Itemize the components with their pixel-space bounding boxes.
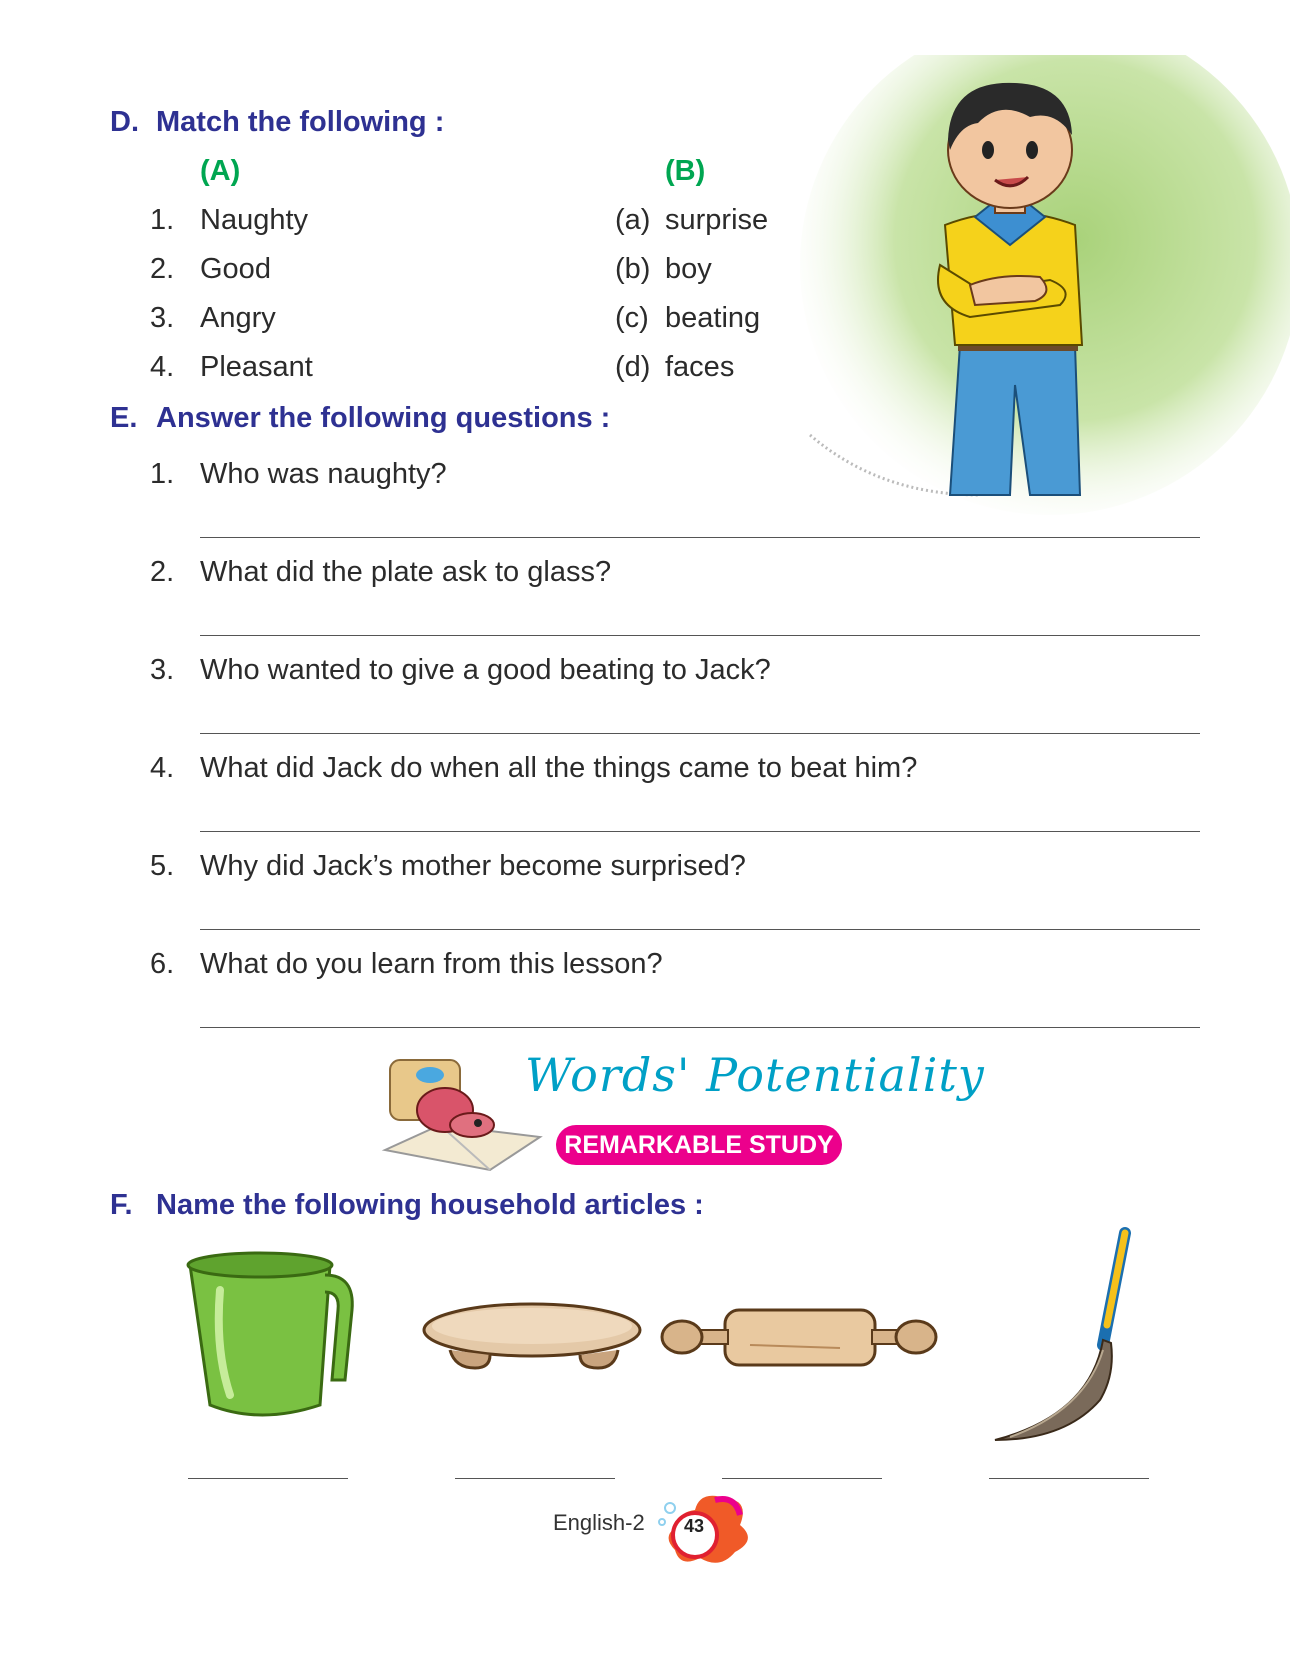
name-blank-1[interactable]	[188, 1478, 348, 1479]
section-e-title: Answer the following questions :	[156, 402, 611, 434]
answer-line[interactable]	[200, 929, 1200, 930]
board-icon	[420, 1300, 645, 1375]
column-b-heading: (B)	[665, 155, 706, 187]
footer-book-name: English-2	[553, 1510, 645, 1535]
boy-illustration	[800, 55, 1290, 525]
answer-line[interactable]	[200, 831, 1200, 832]
page-number: 43	[683, 1516, 705, 1536]
rolling-pin-icon	[660, 1300, 940, 1375]
answer-line[interactable]	[200, 733, 1200, 734]
broom-icon	[985, 1225, 1155, 1450]
answer-line[interactable]	[200, 635, 1200, 636]
name-blank-3[interactable]	[722, 1478, 882, 1479]
banner-subtitle: REMARKABLE STUDY	[556, 1125, 842, 1165]
answer-line[interactable]	[200, 537, 1200, 538]
section-e-heading: E. Answer the following questions :	[110, 402, 611, 434]
section-f-heading: F. Name the following household articles :	[110, 1189, 704, 1221]
section-f-title: Name the following household articles :	[156, 1189, 704, 1221]
answer-line[interactable]	[200, 1027, 1200, 1028]
banner-title: Words' Potentiality	[525, 1048, 985, 1102]
column-a-heading: (A)	[200, 155, 241, 187]
mug-icon	[180, 1250, 360, 1425]
name-blank-4[interactable]	[989, 1478, 1149, 1479]
section-d-title: Match the following :	[156, 106, 445, 138]
section-d-heading: D. Match the following :	[110, 106, 445, 138]
name-blank-2[interactable]	[455, 1478, 615, 1479]
